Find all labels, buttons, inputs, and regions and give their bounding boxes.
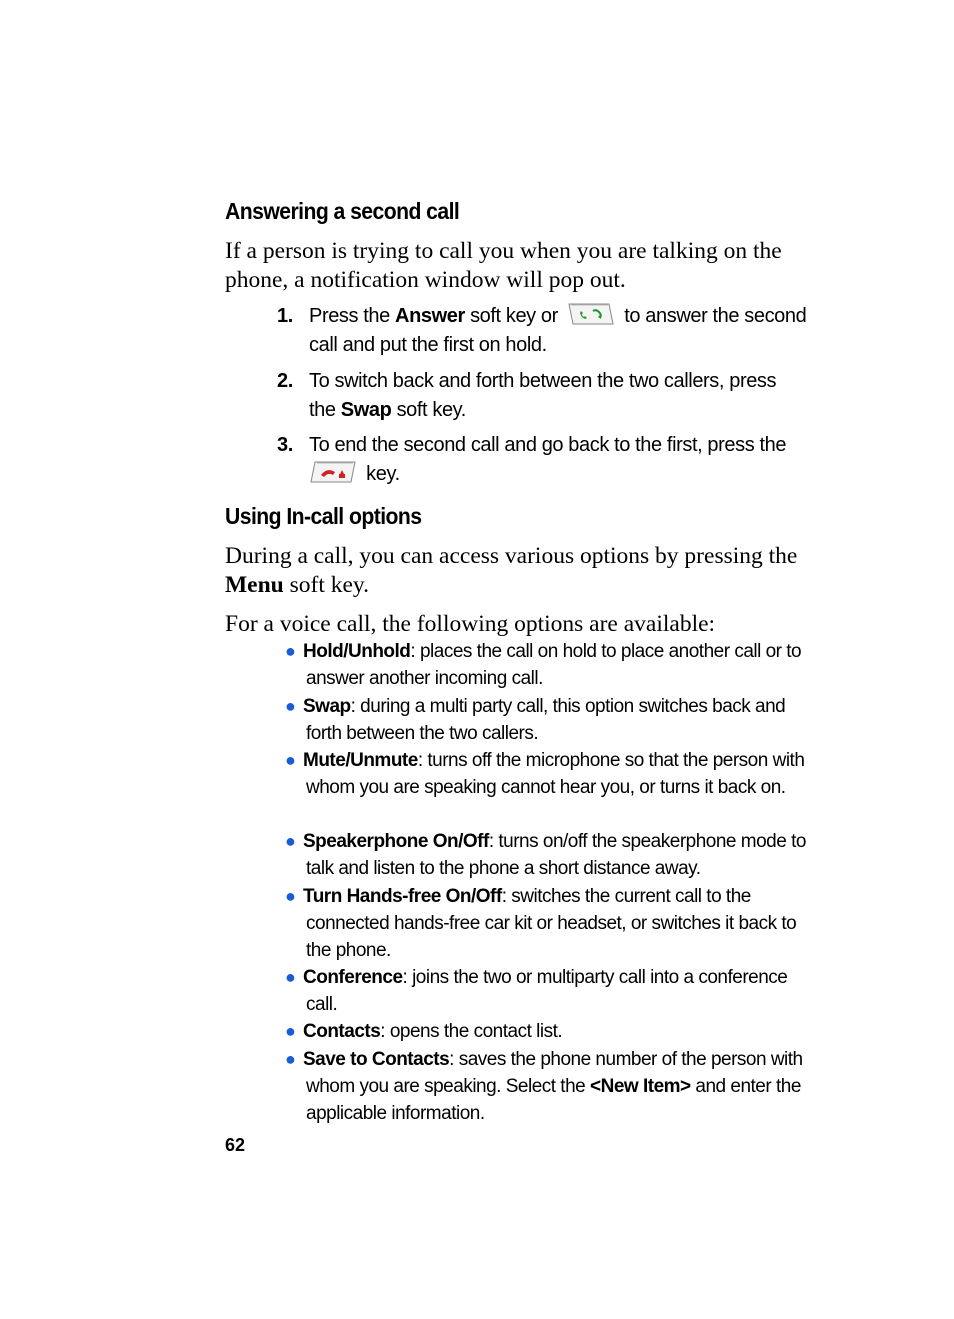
bullet-icon: ● (285, 641, 296, 661)
step-2: 2. To switch back and forth between the two callers, press the Swap soft key. (277, 367, 807, 424)
step-number: 3. (277, 434, 293, 456)
bullet-icon: ● (285, 886, 296, 906)
list-item: ● Speakerphone On/Off: turns on/off the speakerphone mode to talk and listen to the phone a short distance away. (285, 828, 810, 882)
list-item: ● Swap: during a multi party call, this option switches back and forth between the two callers. (285, 693, 810, 747)
section-heading-in-call-options: Using In-call options (225, 503, 422, 529)
bullet-icon: ● (285, 1021, 296, 1041)
send-key-icon (567, 302, 615, 326)
step-number: 1. (277, 305, 293, 327)
list-item: ● Mute/Unmute: turns off the microphone so that the person with whom you are speaking cannot hear you, or turns it back on. (285, 747, 810, 801)
options-lead: For a voice call, the following options are available: (225, 611, 716, 637)
step-1: 1. Press the Answer soft key or to answer the second call and put the first on hold. (277, 302, 807, 359)
list-item: ● Contacts: opens the contact list. (285, 1018, 810, 1045)
page-number: 62 (225, 1135, 246, 1155)
list-item: ● Hold/Unhold: places the call on hold to place another call or to answer another incoming call. (285, 638, 810, 692)
bullet-icon: ● (285, 1049, 296, 1069)
list-item: ● Turn Hands-free On/Off: switches the current call to the connected hands-free car kit or headset, or switches it back to the phone. (285, 883, 810, 965)
list-item: ● Conference: joins the two or multiparty call into a conference call. (285, 964, 810, 1018)
end-key-icon (309, 460, 357, 484)
bullet-icon: ● (285, 831, 296, 851)
section-heading-answering: Answering a second call (225, 198, 460, 224)
step-3: 3. To end the second call and go back to the first, press the key. (277, 431, 807, 488)
list-item: ● Save to Contacts: saves the phone number of the person with whom you are speaking. Select the <New Item> and enter the applicable information. (285, 1046, 810, 1128)
section-intro-answering: If a person is trying to call you when you are talking on the phone, a notification window will pop out. (225, 238, 782, 293)
section-intro-in-call-options: During a call, you can access various options by pressing the Menu soft key. (225, 543, 798, 598)
bullet-icon: ● (285, 696, 296, 716)
bullet-icon: ● (285, 750, 296, 770)
bullet-icon: ● (285, 967, 296, 987)
step-number: 2. (277, 370, 293, 392)
